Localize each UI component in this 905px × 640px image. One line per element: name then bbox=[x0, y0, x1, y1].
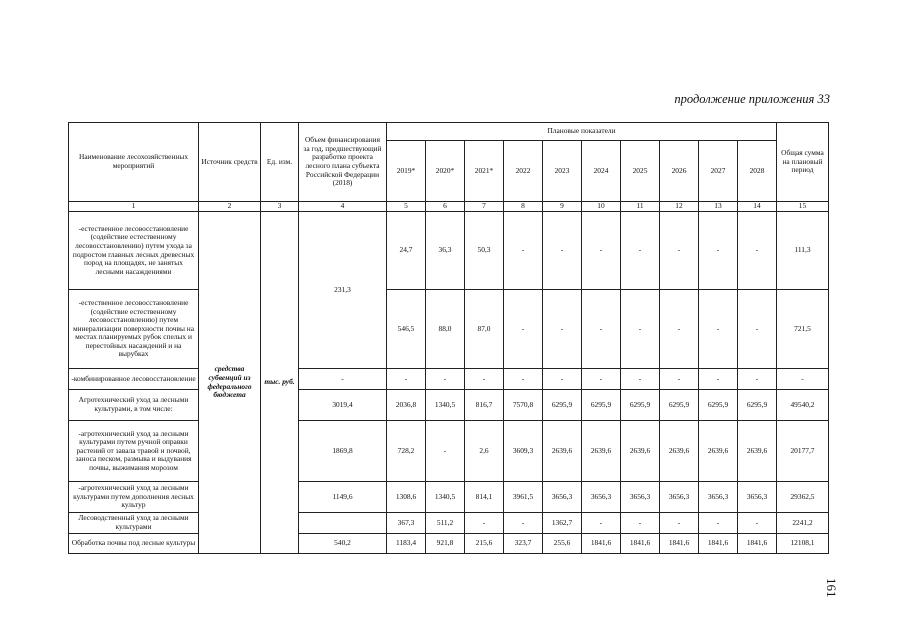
value-cell: - bbox=[504, 513, 543, 534]
table-row bbox=[69, 421, 829, 482]
year-header: 2024 bbox=[582, 141, 621, 202]
value-cell: - bbox=[582, 290, 621, 369]
value-cell: 814,1 bbox=[465, 482, 504, 513]
value-cell: 3609,3 bbox=[504, 421, 543, 482]
total-cell: 12108,1 bbox=[777, 534, 829, 554]
row-name: -агротехнический уход за лесными культурами путем дополнения лесных культур bbox=[69, 482, 199, 513]
value-cell: - bbox=[621, 212, 660, 290]
year-header: 2019* bbox=[387, 141, 426, 202]
value-cell: 1841,6 bbox=[699, 534, 738, 554]
column-number: 8 bbox=[504, 202, 543, 212]
source-cell: средства субвенций из федерального бюджета bbox=[199, 212, 261, 554]
value-cell: 3656,3 bbox=[660, 482, 699, 513]
value-cell: 1183,4 bbox=[387, 534, 426, 554]
value-cell: 36,3 bbox=[426, 212, 465, 290]
header-name: Наименование лесохозяйственных мероприятий bbox=[69, 123, 199, 202]
year-header: 2027 bbox=[699, 141, 738, 202]
value-cell: 2036,8 bbox=[387, 390, 426, 421]
value-cell: - bbox=[582, 212, 621, 290]
column-number: 15 bbox=[777, 202, 829, 212]
value-cell: - bbox=[504, 369, 543, 390]
table-row bbox=[69, 212, 829, 290]
row-name: -комбинированное лесовосстановление bbox=[69, 369, 199, 390]
column-number: 10 bbox=[582, 202, 621, 212]
value-cell: 1308,6 bbox=[387, 482, 426, 513]
value-cell: 6295,9 bbox=[738, 390, 777, 421]
value-cell: 1841,6 bbox=[582, 534, 621, 554]
value-cell: 816,7 bbox=[465, 390, 504, 421]
value-cell: - bbox=[582, 369, 621, 390]
year-header: 2021* bbox=[465, 141, 504, 202]
total-cell: 29362,5 bbox=[777, 482, 829, 513]
value-cell: 6295,9 bbox=[621, 390, 660, 421]
value-cell: - bbox=[621, 290, 660, 369]
table-row bbox=[69, 513, 829, 534]
total-cell: 111,3 bbox=[777, 212, 829, 290]
funding-cell: 1869,8 bbox=[299, 421, 387, 482]
forestry-plan-table bbox=[68, 122, 829, 554]
total-cell: - bbox=[777, 369, 829, 390]
value-cell: 1362,7 bbox=[543, 513, 582, 534]
year-header: 2020* bbox=[426, 141, 465, 202]
total-cell: 2241,2 bbox=[777, 513, 829, 534]
unit-cell: тыс. руб. bbox=[261, 212, 299, 554]
value-cell: 2639,6 bbox=[621, 421, 660, 482]
value-cell: 87,0 bbox=[465, 290, 504, 369]
column-number: 3 bbox=[261, 202, 299, 212]
table-row bbox=[69, 390, 829, 421]
value-cell: 728,2 bbox=[387, 421, 426, 482]
row-name: Обработка почвы под лесные культуры bbox=[69, 534, 199, 554]
value-cell: 1841,6 bbox=[621, 534, 660, 554]
value-cell: 2639,6 bbox=[660, 421, 699, 482]
value-cell: 921,8 bbox=[426, 534, 465, 554]
funding-cell: - bbox=[299, 369, 387, 390]
value-cell: - bbox=[543, 369, 582, 390]
value-cell: - bbox=[504, 290, 543, 369]
value-cell: 50,3 bbox=[465, 212, 504, 290]
column-number: 14 bbox=[738, 202, 777, 212]
column-number: 5 bbox=[387, 202, 426, 212]
column-number-row bbox=[69, 202, 829, 212]
value-cell: 2,6 bbox=[465, 421, 504, 482]
table-row bbox=[69, 369, 829, 390]
row-name: -естественное лесовосстановление (содействие естественному лесовосстановлению) путем ухода за подростом главных лесных древесных пород на площадях, не занятых лесными насаждениями bbox=[69, 212, 199, 290]
value-cell: 215,6 bbox=[465, 534, 504, 554]
value-cell: - bbox=[621, 369, 660, 390]
value-cell: - bbox=[582, 513, 621, 534]
row-name: Агротехнический уход за лесными культурами, в том числе: bbox=[69, 390, 199, 421]
value-cell: 323,7 bbox=[504, 534, 543, 554]
value-cell: 3656,3 bbox=[543, 482, 582, 513]
value-cell: 2639,6 bbox=[543, 421, 582, 482]
value-cell: - bbox=[660, 212, 699, 290]
total-cell: 49540,2 bbox=[777, 390, 829, 421]
merged-funding-cell: 231,3 bbox=[299, 212, 387, 369]
funding-cell: 1149,6 bbox=[299, 482, 387, 513]
year-header: 2023 bbox=[543, 141, 582, 202]
value-cell: - bbox=[699, 513, 738, 534]
value-cell: 255,6 bbox=[543, 534, 582, 554]
row-name: -агротехнический уход за лесными культурами путем ручной оправки растений от завала травой и почвой, заноса песком, размыва и выдувания почвы, выжимания морозом bbox=[69, 421, 199, 482]
value-cell: 546,5 bbox=[387, 290, 426, 369]
value-cell: 2639,6 bbox=[738, 421, 777, 482]
value-cell: - bbox=[660, 290, 699, 369]
value-cell: - bbox=[543, 212, 582, 290]
header-planned: Плановые показатели bbox=[387, 123, 777, 141]
year-header: 2028 bbox=[738, 141, 777, 202]
value-cell: 6295,9 bbox=[699, 390, 738, 421]
value-cell: - bbox=[621, 513, 660, 534]
value-cell: - bbox=[699, 290, 738, 369]
column-number: 2 bbox=[199, 202, 261, 212]
value-cell: 3656,3 bbox=[738, 482, 777, 513]
value-cell: 1340,5 bbox=[426, 482, 465, 513]
value-cell: 3656,3 bbox=[699, 482, 738, 513]
value-cell: - bbox=[660, 513, 699, 534]
value-cell: 7570,8 bbox=[504, 390, 543, 421]
column-number: 12 bbox=[660, 202, 699, 212]
value-cell: - bbox=[660, 369, 699, 390]
value-cell: - bbox=[426, 421, 465, 482]
year-header: 2026 bbox=[660, 141, 699, 202]
funding-cell: 540,2 bbox=[299, 534, 387, 554]
value-cell: - bbox=[543, 290, 582, 369]
column-number: 6 bbox=[426, 202, 465, 212]
value-cell: 3656,3 bbox=[582, 482, 621, 513]
table-row bbox=[69, 482, 829, 513]
value-cell: 1841,6 bbox=[660, 534, 699, 554]
value-cell: - bbox=[699, 212, 738, 290]
continuation-label: продолжение приложения 33 bbox=[674, 92, 830, 106]
value-cell: 3961,5 bbox=[504, 482, 543, 513]
row-name: -естественное лесовосстановление (содействие естественному лесовосстановлению) путем минерализации поверхности почвы на местах планируемых рубок спелых и перестойных насаждений и на вырубках bbox=[69, 290, 199, 369]
value-cell: 511,2 bbox=[426, 513, 465, 534]
value-cell: 6295,9 bbox=[660, 390, 699, 421]
column-number: 11 bbox=[621, 202, 660, 212]
total-cell: 20177,7 bbox=[777, 421, 829, 482]
header-source: Источник средств bbox=[199, 123, 261, 202]
value-cell: - bbox=[738, 513, 777, 534]
total-cell: 721,5 bbox=[777, 290, 829, 369]
value-cell: - bbox=[699, 369, 738, 390]
value-cell: 6295,9 bbox=[582, 390, 621, 421]
value-cell: 88,0 bbox=[426, 290, 465, 369]
funding-cell: 3019,4 bbox=[299, 390, 387, 421]
year-header: 2022 bbox=[504, 141, 543, 202]
year-header: 2025 bbox=[621, 141, 660, 202]
column-number: 9 bbox=[543, 202, 582, 212]
value-cell: 6295,9 bbox=[543, 390, 582, 421]
funding-cell bbox=[299, 513, 387, 534]
value-cell: 2639,6 bbox=[699, 421, 738, 482]
value-cell: 367,3 bbox=[387, 513, 426, 534]
value-cell: - bbox=[738, 369, 777, 390]
value-cell: 2639,6 bbox=[582, 421, 621, 482]
value-cell: - bbox=[465, 369, 504, 390]
value-cell: - bbox=[504, 212, 543, 290]
table-row bbox=[69, 534, 829, 554]
page-number: 161 bbox=[824, 578, 839, 598]
value-cell: 3656,3 bbox=[621, 482, 660, 513]
column-number: 7 bbox=[465, 202, 504, 212]
value-cell: - bbox=[738, 212, 777, 290]
value-cell: - bbox=[387, 369, 426, 390]
header-funding: Объем финансирования за год, предшествующий разработке проекта лесного плана субъекта Российской Федерации (2018) bbox=[299, 123, 387, 202]
header-total: Общая сумма на плановый период bbox=[777, 123, 829, 202]
table-row bbox=[69, 290, 829, 369]
value-cell: 24,7 bbox=[387, 212, 426, 290]
value-cell: 1340,5 bbox=[426, 390, 465, 421]
column-number: 4 bbox=[299, 202, 387, 212]
value-cell: - bbox=[465, 513, 504, 534]
header-unit: Ед. изм. bbox=[261, 123, 299, 202]
value-cell: - bbox=[738, 290, 777, 369]
column-number: 1 bbox=[69, 202, 199, 212]
value-cell: - bbox=[426, 369, 465, 390]
column-number: 13 bbox=[699, 202, 738, 212]
value-cell: 1841,6 bbox=[738, 534, 777, 554]
row-name: Лесоводственный уход за лесными культурами bbox=[69, 513, 199, 534]
